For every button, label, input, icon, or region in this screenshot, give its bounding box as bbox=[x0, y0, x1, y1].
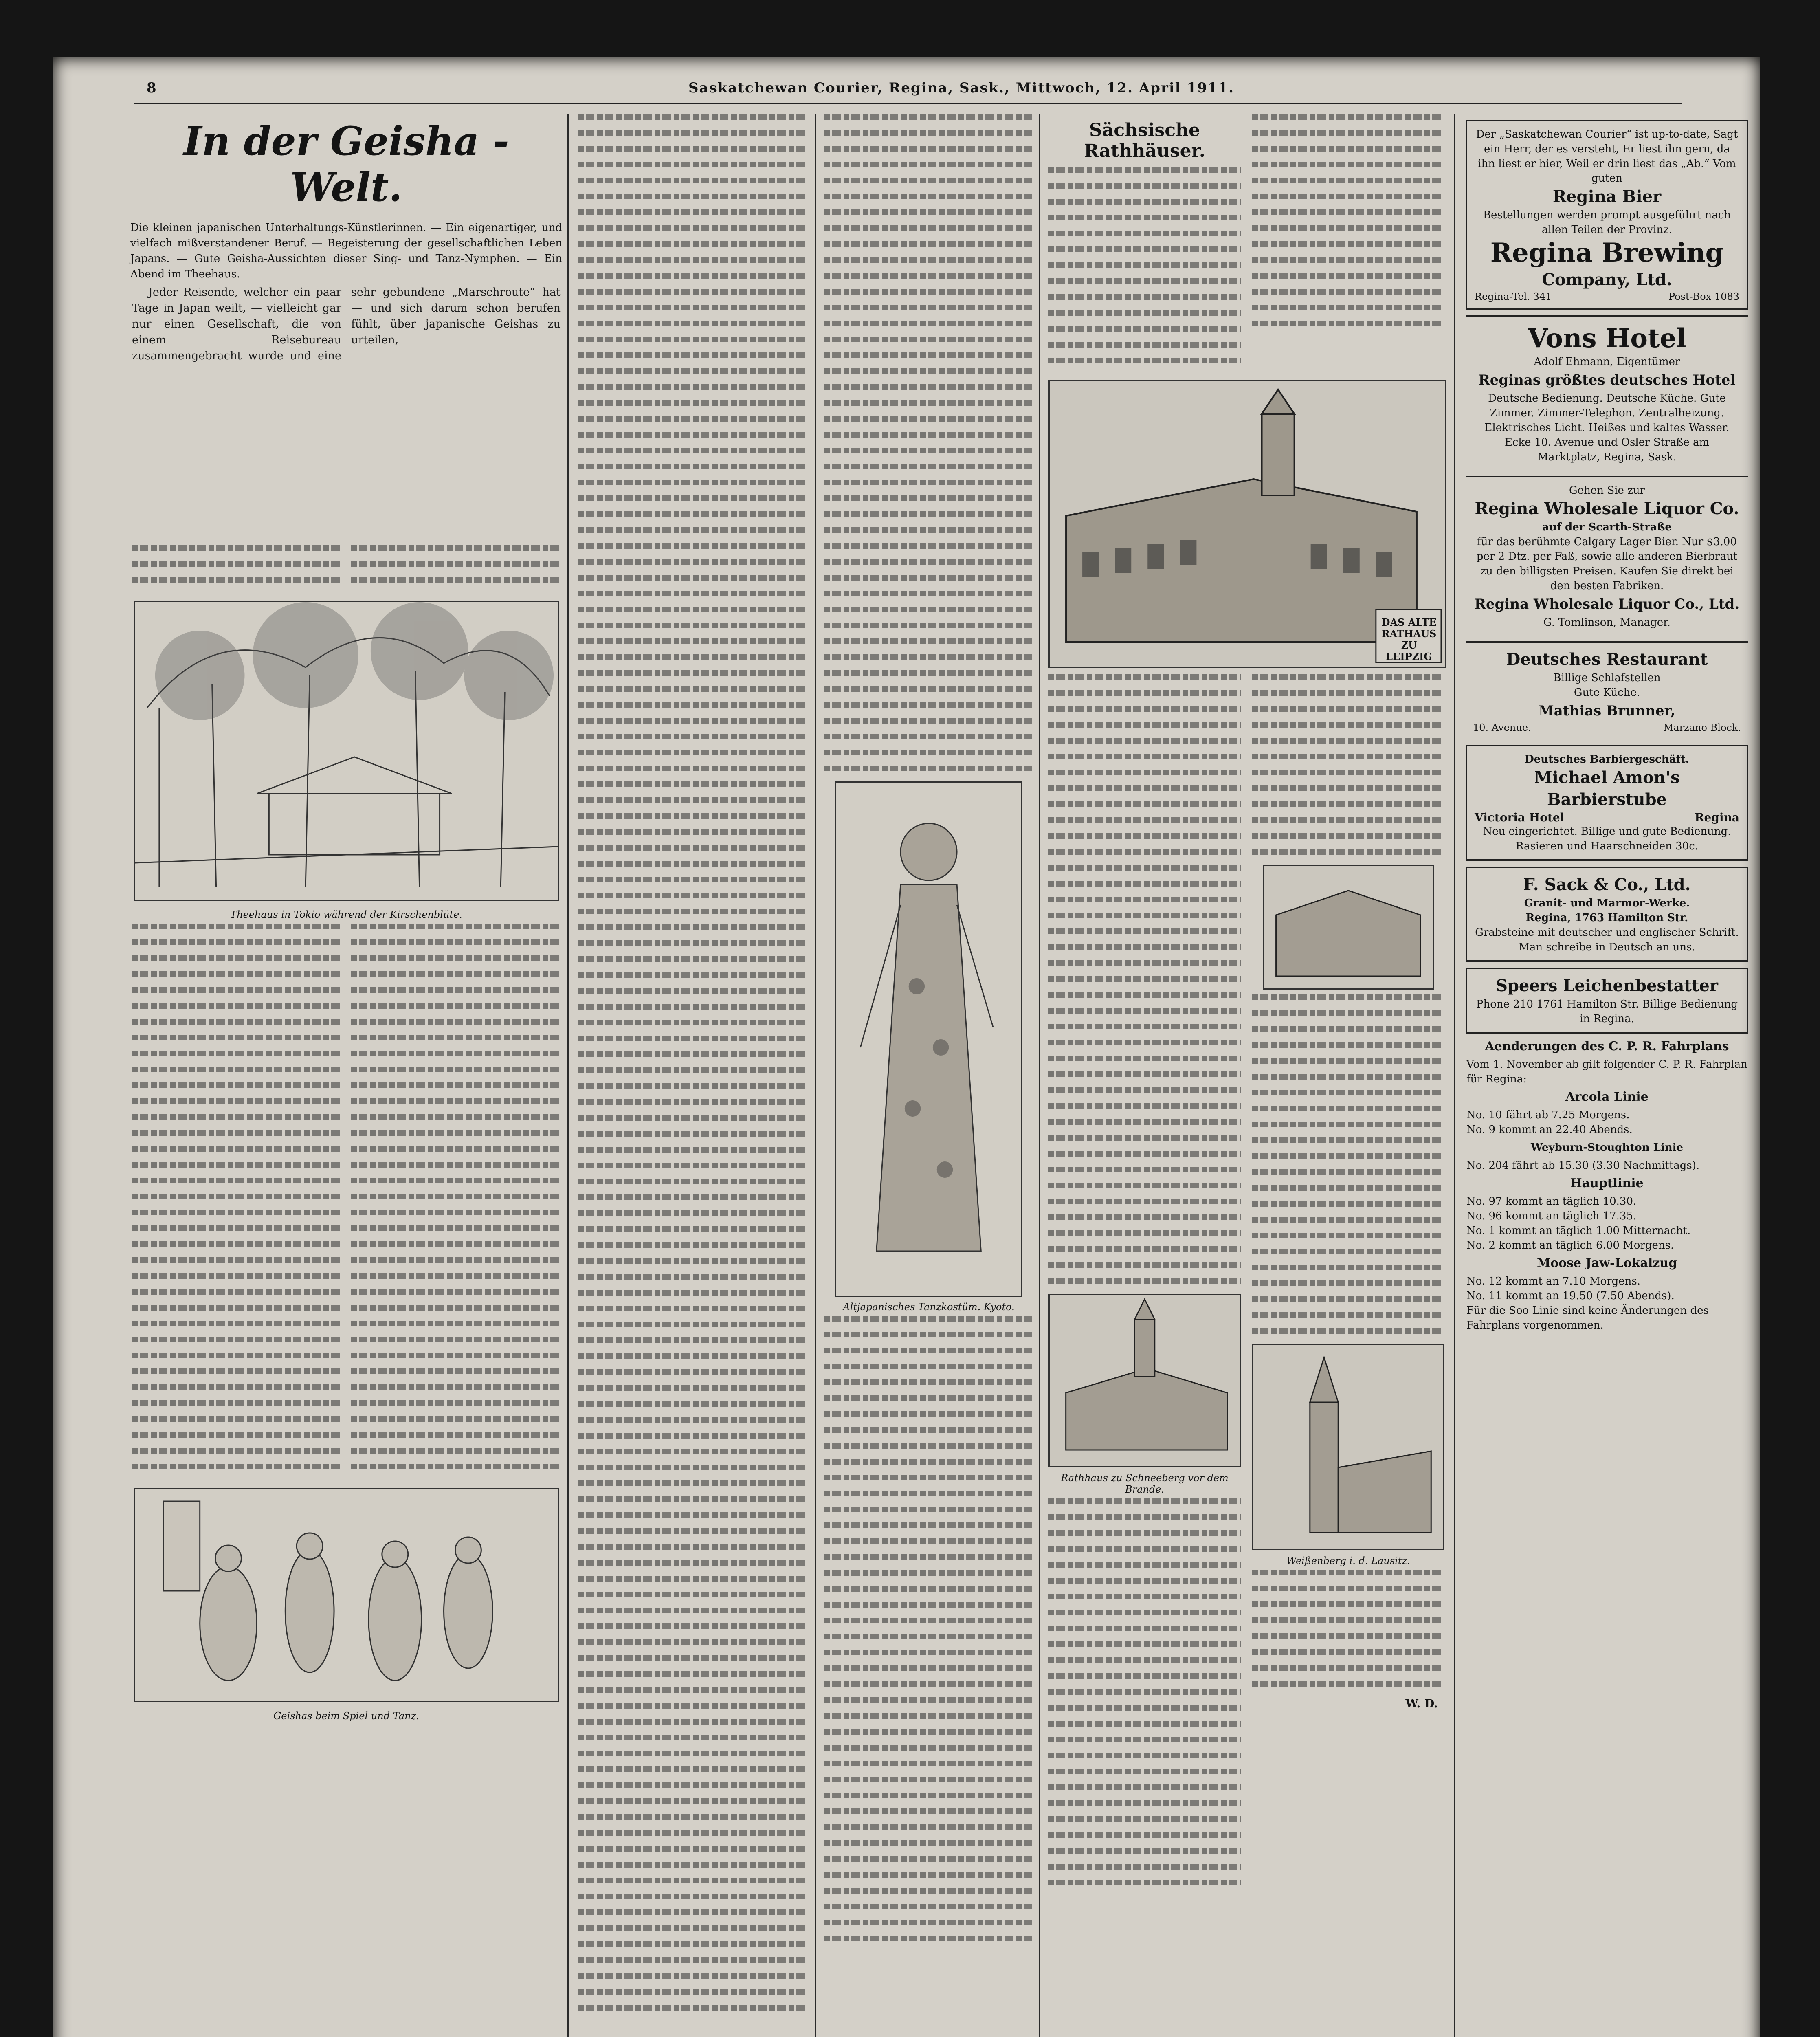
barber-note: Neu eingerichtet. Billige und gute Bedienung. Rasieren und Haarschneiden 30c. bbox=[1483, 825, 1731, 852]
body-text-block bbox=[824, 114, 1033, 771]
barber-name: Michael Amon's Barbierstube bbox=[1534, 768, 1680, 809]
column-divider bbox=[567, 114, 569, 2037]
article-signature: W. D. bbox=[1405, 1697, 1438, 1710]
weissenberg-drawing bbox=[1253, 1345, 1443, 1549]
restaurant-address: 10. Avenue. bbox=[1473, 722, 1531, 733]
wholesale-address: auf der Scarth-Straße bbox=[1542, 521, 1672, 533]
schedule-title: Aenderungen des C. P. R. Fahrplans bbox=[1485, 1039, 1729, 1054]
restaurant-line1: Billige Schlafstellen bbox=[1553, 672, 1661, 684]
wholesale-sign: Regina Wholesale Liquor Co., Ltd. bbox=[1474, 596, 1740, 612]
column-divider bbox=[1454, 114, 1455, 2037]
body-text-block bbox=[824, 1316, 1033, 1941]
teahouse-drawing bbox=[135, 602, 558, 900]
schneeberg-rathaus-illustration bbox=[1048, 1294, 1241, 1467]
figure-caption: Weißenberg i. d. Lausitz. bbox=[1286, 1555, 1410, 1566]
schedule-intro: Vom 1. November ab gilt folgender C. P. R. Fahrplan für Regina: bbox=[1466, 1058, 1747, 1085]
article-lead bbox=[132, 284, 561, 545]
body-text-block bbox=[1048, 167, 1241, 363]
geisha-article-continued bbox=[572, 114, 813, 2037]
rathaus-article bbox=[1043, 114, 1452, 2037]
schedule-line: No. 9 kommt an 22.40 Abends. bbox=[1466, 1124, 1633, 1136]
regina-bier-title: Regina Bier bbox=[1552, 187, 1662, 206]
leipzig-rathaus-illustration bbox=[1048, 380, 1446, 668]
schedule-line: No. 1 kommt an täglich 1.00 Mitternacht. bbox=[1466, 1225, 1691, 1237]
schedule-line: No. 2 kommt an täglich 6.00 Morgens. bbox=[1466, 1239, 1674, 1252]
rathaus-small-illustration bbox=[1263, 865, 1434, 990]
body-text-block bbox=[1048, 1498, 1241, 1885]
geishas-playing-illustration bbox=[134, 1488, 559, 1702]
speers-name: Speers Leichenbestatter bbox=[1496, 976, 1718, 995]
schneeberg-drawing bbox=[1050, 1295, 1240, 1466]
leipzig-caption: DAS ALTE RATHAUS ZU LEIPZIG bbox=[1381, 616, 1437, 662]
schedule-line: No. 97 kommt an täglich 10.30. bbox=[1466, 1195, 1637, 1208]
wholesale-manager: G. Tomlinson, Manager. bbox=[1543, 616, 1671, 629]
body-text-block bbox=[1252, 114, 1444, 326]
wholesale-liquor-ad bbox=[1466, 476, 1748, 636]
wholesale-body: für das berühmte Calgary Lager Bier. Nur $3.00 per 2 Dtz. per Faß, sowie alle anderen Bierbraut zu den billigsten Preisen. Kaufen Sie direkt bei den besten Fabriken. bbox=[1476, 536, 1738, 592]
sack-address: Regina, 1763 Hamilton Str. bbox=[1525, 912, 1688, 924]
teahouse-illustration bbox=[134, 601, 559, 901]
newspaper-page bbox=[53, 57, 1760, 2037]
brewing-company: Company, Ltd. bbox=[1542, 270, 1672, 289]
header-rule bbox=[134, 103, 1682, 104]
kimono-illustration bbox=[835, 781, 1022, 1297]
body-text-block bbox=[1252, 1570, 1444, 1687]
article-title: In der Geisha - Welt. bbox=[183, 118, 509, 210]
sack-ad bbox=[1466, 867, 1748, 962]
ads-column bbox=[1458, 114, 1756, 2037]
cpr-schedule bbox=[1466, 1039, 1747, 1333]
brewing-phone: Regina-Tel. 341 bbox=[1475, 291, 1552, 302]
weissenberg-illustration bbox=[1252, 1344, 1444, 1550]
schedule-line: No. 10 fährt ab 7.25 Morgens. bbox=[1466, 1109, 1630, 1121]
masthead: Saskatchewan Courier, Regina, Sask., Mittwoch, 12. April 1911. bbox=[688, 80, 1234, 96]
figure-caption: Rathhaus zu Schneeberg vor dem Brande. bbox=[1061, 1472, 1229, 1495]
sack-line: Granit- und Marmor-Werke. bbox=[1524, 897, 1690, 909]
wholesale-pre: Gehen Sie zur bbox=[1569, 484, 1645, 497]
schedule-line: No. 204 fährt ab 15.30 (3.30 Nachmittags). bbox=[1466, 1159, 1700, 1172]
barber-hotel: Victoria Hotel bbox=[1475, 811, 1565, 824]
schedule-line: No. 96 kommt an täglich 17.35. bbox=[1466, 1210, 1637, 1222]
body-text-block bbox=[1252, 674, 1444, 855]
schedule-line: No. 12 kommt an 7.10 Morgens. bbox=[1466, 1275, 1641, 1287]
hotel-tagline: Reginas größtes deutsches Hotel bbox=[1478, 372, 1736, 388]
column-divider bbox=[1039, 114, 1040, 2037]
sack-name: F. Sack & Co., Ltd. bbox=[1523, 875, 1691, 894]
body-text-block bbox=[132, 924, 561, 1480]
lead-paragraph: Jeder Reisende, welcher ein paar Tage in Japan weilt, — vielleicht gar nur einen Gesellschaft, die von einem Reisebureau zusammengebracht wurde und eine sehr gebundene „Marschroute“ hat — und sich darum schon berufen fühlt, über japanische Geishas zu urteilen, bbox=[132, 286, 561, 362]
figure-caption: Altjapanisches Tanzkostüm. Kyoto. bbox=[843, 1301, 1015, 1313]
moose-heading: Moose Jaw-Lokalzug bbox=[1536, 1256, 1677, 1270]
regina-bier-note: Bestellungen werden prompt ausgeführt nach allen Teilen der Provinz. bbox=[1483, 209, 1731, 236]
restaurant-line2: Gute Küche. bbox=[1574, 686, 1640, 699]
regina-bier-ad bbox=[1466, 120, 1748, 310]
schedule-line: No. 11 kommt an 19.50 (7.50 Abends). bbox=[1466, 1290, 1675, 1302]
geisha-article bbox=[126, 114, 566, 2037]
page-header bbox=[53, 80, 1760, 104]
rathaus-small-drawing bbox=[1264, 866, 1433, 988]
body-text-block bbox=[578, 114, 807, 2011]
haupt-heading: Hauptlinie bbox=[1570, 1176, 1644, 1190]
courier-notice: Der „Saskatchewan Courier“ ist up-to-date, Sagt ein Herr, der es versteht, Er liest ihn gern, da ihn liest er hier, Weil er drin liest das „Ab.“ Vom guten bbox=[1476, 128, 1738, 185]
body-text-block bbox=[1048, 674, 1241, 1284]
hotel-name: Vons Hotel bbox=[1528, 323, 1686, 354]
restaurant-owner: Mathias Brunner, bbox=[1539, 703, 1675, 719]
speers-line: Phone 210 1761 Hamilton Str. Billige Bedienung in Regina. bbox=[1476, 998, 1738, 1025]
speers-ad bbox=[1466, 968, 1748, 1034]
geishas-drawing bbox=[135, 1489, 558, 1701]
geisha-article-continued bbox=[819, 114, 1039, 2037]
restaurant-name: Deutsches Restaurant bbox=[1506, 650, 1708, 669]
brewing-name: Regina Brewing bbox=[1490, 238, 1724, 268]
hotel-features: Deutsche Bedienung. Deutsche Küche. Gute Zimmer. Zimmer-Telephon. Zentralheizung. Elektrisches Licht. Heißes und kaltes Wasser. bbox=[1484, 392, 1730, 434]
figure-caption: Theehaus in Tokio während der Kirschenblüte. bbox=[230, 909, 462, 920]
restaurant-block: Marzano Block. bbox=[1663, 722, 1741, 733]
figure-caption: Geishas beim Spiel und Tanz. bbox=[273, 1710, 419, 1722]
vons-hotel-ad bbox=[1466, 315, 1748, 470]
sack-body: Grabsteine mit deutscher und englischer Schrift. Man schreibe in Deutsch an uns. bbox=[1475, 926, 1739, 953]
schedule-line: Weyburn-Stoughton Linie bbox=[1530, 1142, 1684, 1154]
hotel-owner: Adolf Ehmann, Eigentümer bbox=[1534, 356, 1680, 368]
barber-head: Deutsches Barbiergeschäft. bbox=[1525, 753, 1689, 766]
arcola-heading: Arcola Linie bbox=[1565, 1090, 1649, 1104]
article-subtitle: Die kleinen japanischen Unterhaltungs-Künstlerinnen. — Ein eigenartiger, und vielfach mißverstandener Beruf. — Begeisterung der gesellschaftlichen Leben Japans. — Gute Geisha-Aussichten dieser Sing- und Tanz-Nymphen. — Ein Abend im Theehaus. bbox=[130, 222, 562, 280]
barber-city: Regina bbox=[1695, 811, 1739, 824]
kimono-drawing bbox=[836, 783, 1021, 1296]
brewing-box: Post-Box 1083 bbox=[1668, 291, 1739, 302]
wholesale-name: Regina Wholesale Liquor Co. bbox=[1475, 499, 1739, 518]
schedule-note: Für die Soo Linie sind keine Änderungen des Fahrplans vorgenommen. bbox=[1466, 1304, 1709, 1331]
column-divider bbox=[815, 114, 816, 2037]
body-text-block bbox=[1252, 994, 1444, 1334]
page-number: 8 bbox=[147, 80, 156, 96]
hotel-address: Ecke 10. Avenue und Osler Straße am Marktplatz, Regina, Sask. bbox=[1504, 436, 1710, 463]
barber-ad bbox=[1466, 745, 1748, 861]
article-title: Sächsische Rathhäuser. bbox=[1084, 120, 1206, 161]
deutsches-restaurant-ad bbox=[1466, 641, 1748, 739]
body-text-block bbox=[132, 545, 561, 593]
